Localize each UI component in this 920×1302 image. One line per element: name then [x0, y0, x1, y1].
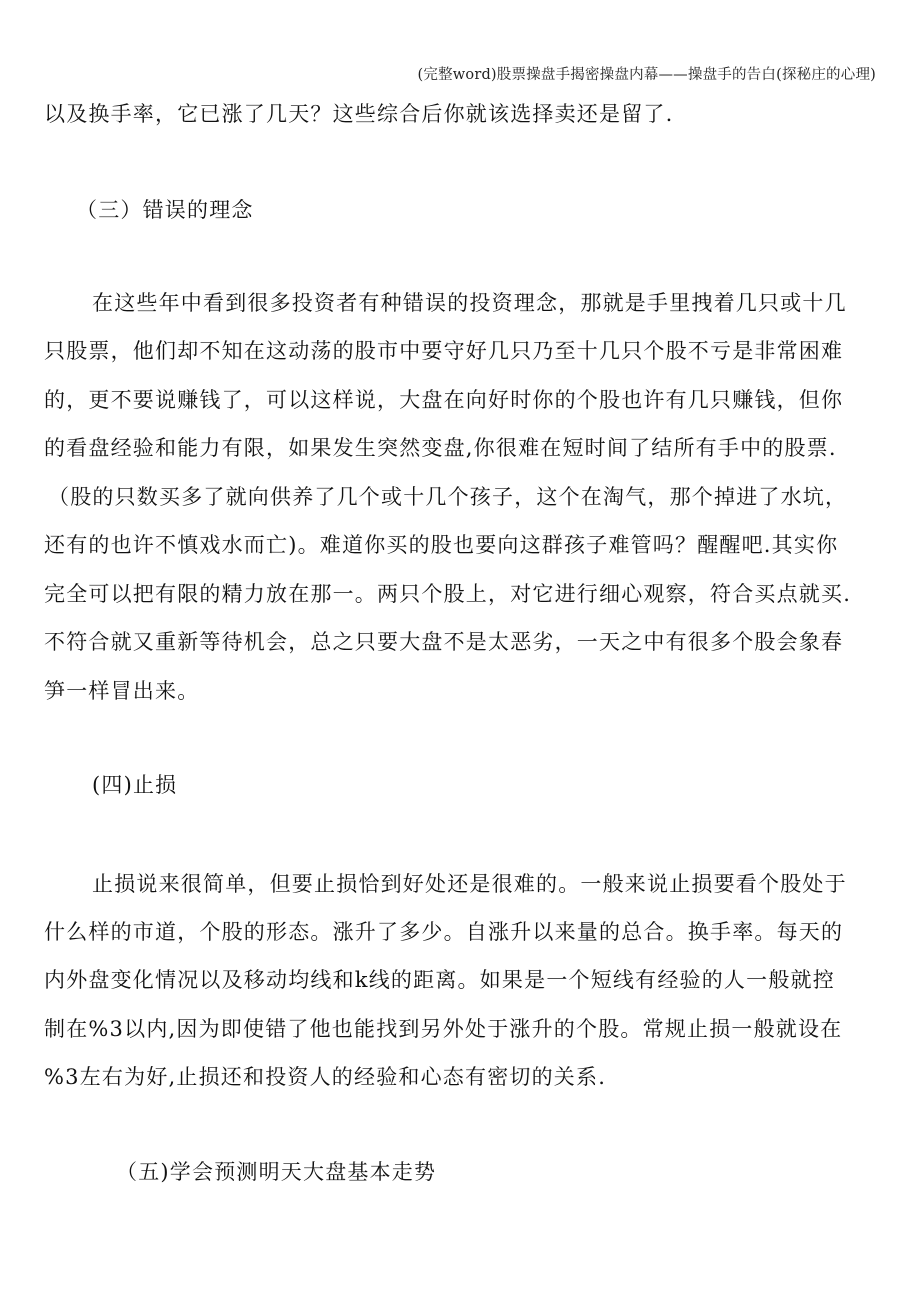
- paragraph-line: 在这些年中看到很多投资者有种错误的投资理念，那就是手里拽着几只或十几: [92, 291, 847, 315]
- paragraph-line: 只股票，他们却不知在这动荡的股市中要守好几只乃至十几只个股不亏是非常困难: [44, 339, 844, 363]
- paragraph-line: 的，更不要说赚钱了，可以这样说，大盘在向好时你的个股也许有几只赚钱，但你: [44, 388, 844, 412]
- intro-line: 以及换手率，它已涨了几天？这些综合后你就该选择卖还是留了.: [44, 102, 674, 126]
- section-4-heading: (四)止损: [92, 773, 178, 797]
- paragraph-line: %3左右为好,止损还和投资人的经验和心态有密切的关系.: [44, 1065, 607, 1089]
- paragraph-line: 完全可以把有限的精力放在那一。两只个股上，对它进行细心观察，符合买点就买.: [44, 582, 852, 606]
- paragraph-line: 什么样的市道，个股的形态。涨升了多少。自涨升以来量的总合。换手率。每天的: [44, 920, 844, 944]
- paragraph-line: （股的只数买多了就向供养了几个或十几个孩子，这个在淘气，那个掉进了水坑，: [48, 485, 848, 509]
- paragraph-line: 止损说来很简单，但要止损恰到好处还是很难的。一般来说止损要看个股处于: [92, 872, 847, 896]
- paragraph-line: 笋一样冒出来。: [44, 679, 200, 703]
- section-3-heading: （三）错误的理念: [76, 198, 254, 222]
- paragraph-line: 内外盘变化情况以及移动均线和k线的距离。如果是一个短线有经验的人一般就控: [44, 968, 835, 992]
- section-5-heading: （五)学会预测明天大盘基本走势: [116, 1160, 437, 1184]
- paragraph-line: 的看盘经验和能力有限，如果发生突然变盘,你很难在短时间了结所有手中的股票.: [44, 436, 837, 460]
- paragraph-line: 还有的也许不慎戏水而亡)。难道你买的股也要向这群孩子难管吗？醒醒吧.其实你: [44, 533, 839, 557]
- paragraph-line: 制在%3以内,因为即使错了他也能找到另外处于涨升的个股。常规止损一般就设在: [44, 1017, 843, 1041]
- paragraph-line: 不符合就又重新等待机会，总之只要大盘不是太恶劣，一天之中有很多个股会象春: [44, 630, 844, 654]
- running-header: (完整word)股票操盘手揭密操盘内幕——操盘手的告白(探秘庄的心理): [417, 67, 876, 83]
